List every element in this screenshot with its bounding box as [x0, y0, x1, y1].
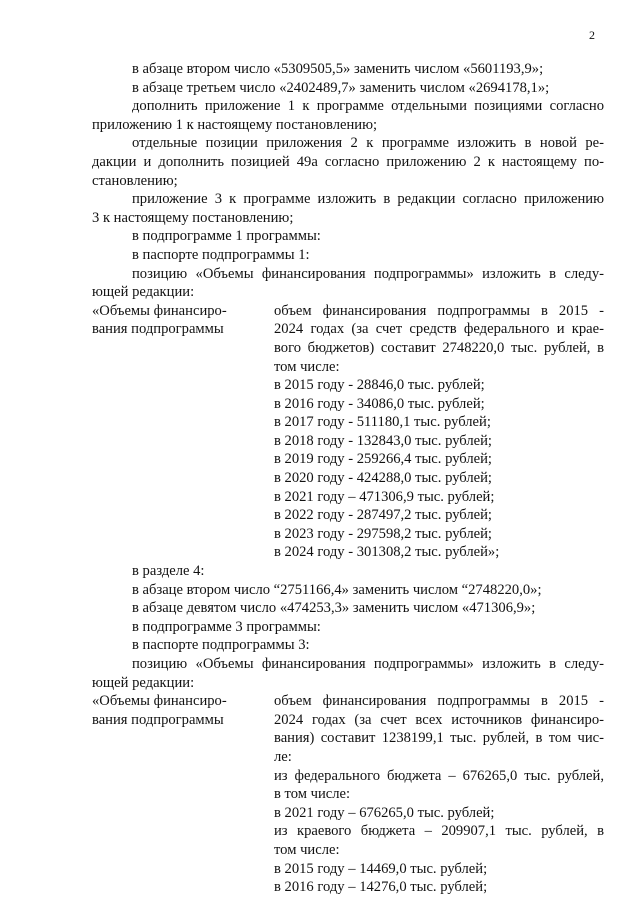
- table-value-line: 2024 годах (за счет средств федерального и крае-: [274, 321, 604, 338]
- financing-table-1-label: [92, 302, 274, 562]
- financing-table-2-label: [92, 692, 274, 897]
- text-line: позицию «Объемы финансирования подпрограммы» изложить в следу-: [132, 265, 604, 282]
- table-value-line: объем финансирования подпрограммы в 2015 -: [274, 302, 604, 319]
- table-value-line: из федерального бюджета – 676265,0 тыс. рублей,: [274, 767, 604, 784]
- text-line: в разделе 4:: [132, 563, 205, 580]
- table-label-line: «Объемы финансиро-: [92, 693, 227, 710]
- table-value-line: вого бюджетов) составит 2748220,0 тыс. рублей, в: [274, 339, 604, 356]
- table-value-line: объем финансирования подпрограммы в 2015 -: [274, 693, 604, 710]
- table-value-line: в 2017 году - 511180,1 тыс. рублей;: [274, 414, 491, 431]
- text-line: приложению 1 к настоящему постановлению;: [92, 116, 378, 133]
- table-value-line: в 2020 году - 424288,0 тыс. рублей;: [274, 470, 492, 487]
- financing-table-1-value: [274, 302, 604, 562]
- table-value-line: в 2023 году - 297598,2 тыс. рублей;: [274, 525, 492, 542]
- text-line: ющей редакции:: [92, 674, 195, 691]
- table-value-line: в 2015 году – 14469,0 тыс. рублей;: [274, 860, 488, 877]
- text-line: в подпрограмме 3 программы:: [132, 618, 321, 635]
- table-label-line: вания подпрограммы: [92, 321, 224, 338]
- table-value-line: в 2016 году - 34086,0 тыс. рублей;: [274, 395, 485, 412]
- table-value-line: в 2016 году – 14276,0 тыс. рублей;: [274, 879, 488, 896]
- table-value-line: в 2021 году – 471306,9 тыс. рублей;: [274, 488, 495, 505]
- text-line: дакции и дополнить позицией 49а согласно приложению 2 к настоящему по-: [92, 153, 604, 170]
- table-value-line: том числе:: [274, 841, 340, 858]
- financing-table-2-value: [274, 692, 604, 897]
- document-body: [92, 60, 604, 897]
- table-value-line: в 2018 году - 132843,0 тыс. рублей;: [274, 432, 492, 449]
- table-value-line: в 2019 году - 259266,4 тыс. рублей;: [274, 451, 492, 468]
- financing-table-1: [92, 302, 604, 562]
- table-label-line: «Объемы финансиро-: [92, 302, 227, 319]
- table-value-line: в 2024 году - 301308,2 тыс. рублей»;: [274, 544, 500, 561]
- text-line: позицию «Объемы финансирования подпрограммы» изложить в следу-: [132, 656, 604, 672]
- text-line: в абзаце втором число «5309505,5» заменить числом «5601193,9»;: [132, 61, 544, 77]
- text-line: в паспорте подпрограммы 1:: [132, 246, 310, 263]
- text-line: отдельные позиции приложения 2 к программе изложить в новой ре-: [132, 135, 604, 152]
- text-line: в абзаце втором число “2751166,4» заменить числом “2748220,0»;: [132, 581, 542, 598]
- page-number: 2: [589, 28, 595, 42]
- text-line: в абзаце девятом число «474253,3» заменить числом «471306,9»;: [132, 600, 536, 617]
- text-line: дополнить приложение 1 к программе отдельными позициями согласно: [132, 98, 604, 115]
- table-label-line: вания подпрограммы: [92, 711, 224, 728]
- table-value-line: 2024 годах (за счет всех источников финансиро-: [274, 711, 604, 728]
- table-value-line: том числе:: [274, 358, 340, 375]
- table-value-line: ле:: [274, 748, 292, 765]
- text-line: в абзаце третьем число «2402489,7» заменить числом «2694178,1»;: [132, 79, 550, 96]
- text-line: ющей редакции:: [92, 284, 195, 301]
- table-value-line: вания) составит 1238199,1 тыс. рублей, в том чис-: [274, 730, 604, 747]
- financing-table-2: [92, 692, 604, 897]
- table-value-line: из краевого бюджета – 209907,1 тыс. рублей, в: [274, 823, 604, 840]
- table-value-line: в том числе:: [274, 786, 351, 803]
- table-value-line: в 2015 году - 28846,0 тыс. рублей;: [274, 377, 485, 394]
- text-line: в паспорте подпрограммы 3:: [132, 637, 310, 654]
- text-line: приложение 3 к программе изложить в редакции согласно приложению: [132, 191, 604, 208]
- text-line: 3 к настоящему постановлению;: [92, 209, 294, 226]
- text-line: в подпрограмме 1 программы:: [132, 228, 321, 245]
- table-value-line: в 2022 году - 287497,2 тыс. рублей;: [274, 507, 492, 524]
- text-line: становлению;: [92, 172, 178, 189]
- table-value-line: в 2021 году – 676265,0 тыс. рублей;: [274, 804, 495, 821]
